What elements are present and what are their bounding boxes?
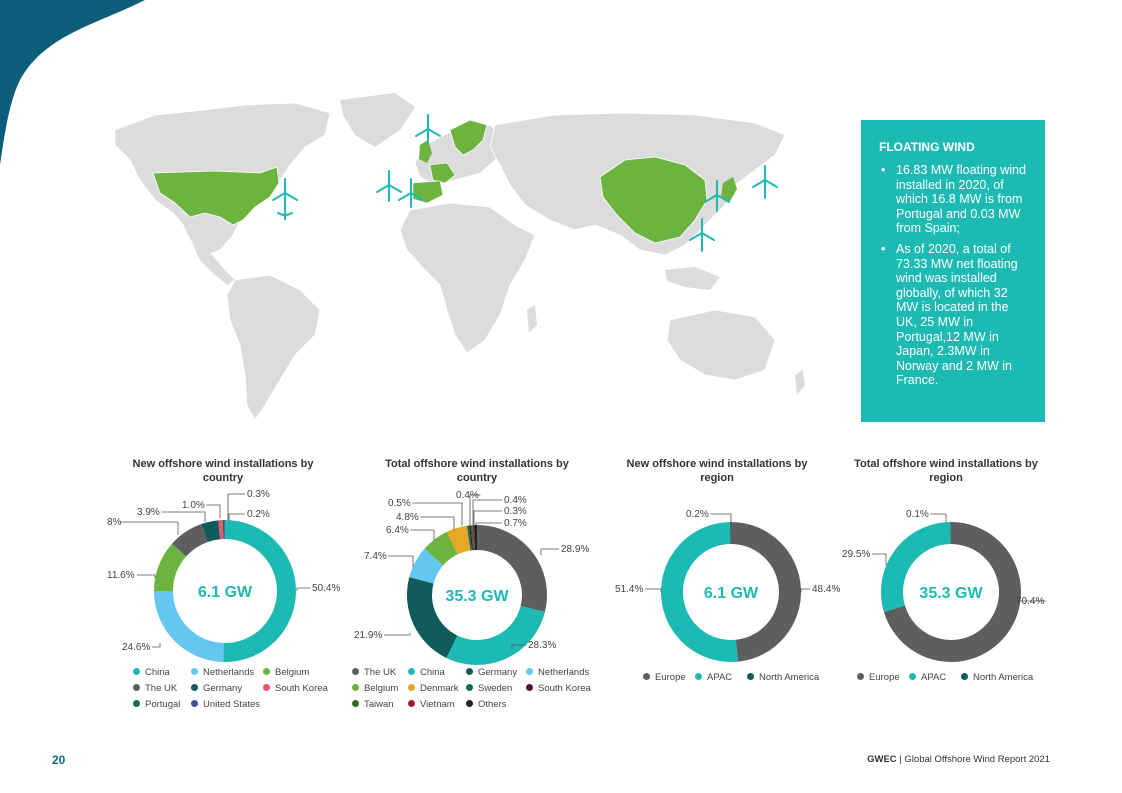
- slice-label: 50.4%: [312, 583, 341, 594]
- legend-item-denmark: [408, 683, 459, 694]
- legend-label: Belgium: [275, 667, 310, 678]
- legend-swatch: [408, 700, 415, 707]
- legend-label: Europe: [869, 672, 900, 683]
- legend-swatch: [909, 673, 916, 680]
- legend-item-germany: [191, 683, 242, 694]
- slice-label: 1.0%: [182, 500, 205, 511]
- chart-title-total-by-region: Total offshore wind installations by region: [854, 458, 1038, 484]
- legend-label: The UK: [145, 683, 178, 694]
- legend-label: Netherlands: [538, 667, 590, 678]
- legend-label: China: [145, 667, 170, 678]
- legend-label: APAC: [707, 672, 733, 683]
- label-leader-line: [161, 512, 205, 522]
- legend-swatch: [695, 673, 702, 680]
- legend-item-netherlands: [191, 667, 254, 678]
- legend-label: South Korea: [275, 683, 328, 694]
- slice-label: 11.6%: [107, 570, 135, 581]
- legend-item-europe: [857, 672, 900, 683]
- legend-new-by-region: [643, 672, 843, 688]
- legend-label: United States: [203, 699, 261, 710]
- legend-label: Sweden: [478, 683, 513, 694]
- legend-total-by-region: [857, 672, 1057, 688]
- donut-slice-netherlands: [154, 591, 224, 662]
- slice-label: 0.2%: [686, 509, 709, 520]
- donut-center-label: 6.1 GW: [703, 585, 759, 602]
- label-leader-line: [645, 589, 661, 592]
- slice-label: 0.4%: [456, 490, 479, 501]
- legend-swatch: [191, 668, 198, 675]
- label-leader-line: [137, 575, 155, 578]
- legend-label: Netherlands: [203, 667, 255, 678]
- legend-item-china: [133, 667, 170, 678]
- slice-label: 48.4%: [812, 584, 841, 595]
- donut-center-label: 35.3 GW: [919, 585, 983, 602]
- legend-item-netherlands: [526, 667, 589, 678]
- slice-label: 6.4%: [386, 525, 409, 536]
- legend-item-germany: [466, 667, 517, 678]
- slice-label: 0.7%: [504, 518, 527, 529]
- slice-label: 0.3%: [247, 489, 270, 500]
- slice-label: 7.4%: [364, 551, 387, 562]
- legend-label: Portugal: [145, 699, 181, 710]
- legend-item-europe: [643, 672, 686, 683]
- slice-label: 0.1%: [906, 509, 929, 520]
- slice-label: 0.3%: [504, 506, 527, 517]
- footer: [867, 754, 1050, 765]
- legend-swatch: [133, 668, 140, 675]
- legend-swatch: [408, 684, 415, 691]
- legend-swatch: [263, 684, 270, 691]
- legend-label: Germany: [203, 683, 243, 694]
- label-leader-line: [473, 500, 502, 525]
- slice-label: 0.4%: [504, 495, 527, 506]
- legend-item-china: [408, 667, 445, 678]
- legend-swatch: [961, 673, 968, 680]
- legend-item-belgium: [352, 683, 398, 694]
- legend-swatch: [526, 668, 533, 675]
- legend-swatch: [526, 684, 533, 691]
- legend-swatch: [352, 684, 359, 691]
- slice-label: 24.6%: [122, 642, 151, 653]
- slice-label: 3.9%: [137, 507, 160, 518]
- legend-label: APAC: [921, 672, 947, 683]
- legend-swatch: [466, 684, 473, 691]
- legend-swatch: [352, 700, 359, 707]
- label-leader-line: [228, 494, 245, 520]
- label-leader-line: [297, 588, 310, 591]
- label-leader-line: [388, 556, 413, 567]
- slice-label: 29.5%: [842, 549, 871, 560]
- label-leader-line: [229, 514, 245, 521]
- legend-new-by-country: [133, 667, 353, 717]
- floating-wind-bullet: • 16.83 MW floating wind installed in 2020, of which 16.8 MW is from Portugal and 0.03 MW from Spain;: [879, 163, 1031, 236]
- label-leader-line: [476, 523, 502, 525]
- legend-total-by-country: [352, 667, 612, 717]
- legend-swatch: [263, 668, 270, 675]
- page-number: 20: [52, 753, 66, 767]
- legend-item-united-states: [191, 699, 260, 710]
- legend-swatch: [352, 668, 359, 675]
- slice-label: 0.2%: [247, 509, 270, 520]
- legend-swatch: [466, 668, 473, 675]
- legend-label: Europe: [655, 672, 686, 683]
- legend-item-the-uk: [133, 683, 177, 694]
- chart-title-new-by-region: New offshore wind installations by region: [626, 458, 808, 484]
- legend-item-south-korea: [526, 683, 591, 694]
- donut-slice-china: [446, 606, 545, 665]
- slice-label: 28.3%: [528, 640, 557, 651]
- slice-label: 51.4%: [615, 584, 644, 595]
- legend-item-belgium: [263, 667, 309, 678]
- legend-label: The UK: [364, 667, 397, 678]
- legend-swatch: [857, 673, 864, 680]
- label-leader-line: [412, 503, 462, 526]
- footer-title: Global Offshore Wind Report 2021: [904, 754, 1050, 765]
- legend-label: North America: [759, 672, 820, 683]
- label-leader-line: [930, 514, 946, 522]
- chart-title-total-by-country: Total offshore wind installations by country: [385, 458, 569, 484]
- label-leader-line: [710, 514, 731, 522]
- legend-item-others: [466, 699, 507, 710]
- slice-label: 28.9%: [561, 544, 590, 555]
- donut-center-label: 35.3 GW: [445, 588, 509, 605]
- label-leader-line: [206, 505, 220, 518]
- legend-item-taiwan: [352, 699, 394, 710]
- label-leader-line: [541, 549, 559, 555]
- legend-item-vietnam: [408, 699, 455, 710]
- legend-label: South Korea: [538, 683, 591, 694]
- legend-item-north-america: [961, 672, 1033, 683]
- footer-brand: GWEC: [867, 754, 897, 765]
- donut-center-label: 6.1 GW: [197, 584, 253, 601]
- label-leader-line: [801, 589, 810, 592]
- legend-item-south-korea: [263, 683, 328, 694]
- legend-item-apac: [909, 672, 946, 683]
- legend-label: China: [420, 667, 445, 678]
- legend-item-apac: [695, 672, 732, 683]
- legend-label: North America: [973, 672, 1034, 683]
- label-leader-line: [872, 554, 886, 565]
- legend-swatch: [408, 668, 415, 675]
- legend-item-north-america: [747, 672, 819, 683]
- legend-swatch: [191, 700, 198, 707]
- legend-item-sweden: [466, 683, 512, 694]
- legend-swatch: [133, 700, 140, 707]
- legend-swatch: [466, 700, 473, 707]
- label-leader-line: [120, 522, 178, 535]
- legend-swatch: [133, 684, 140, 691]
- legend-label: Germany: [478, 667, 518, 678]
- chart-title-new-by-country: New offshore wind installations by country: [132, 458, 314, 484]
- legend-swatch: [747, 673, 754, 680]
- legend-label: Denmark: [420, 683, 459, 694]
- legend-item-portugal: [133, 699, 180, 710]
- floating-wind-bullet: • As of 2020, a total of 73.33 MW net floating wind was installed globally, of which 32 MW is located in the UK, 25 MW in Portugal,12 MW in Japan, 2.3MW in Norway and 2 MW in France.: [879, 242, 1031, 388]
- legend-label: Others: [478, 699, 507, 710]
- slice-label: 0.5%: [388, 498, 411, 509]
- footer-separator: |: [899, 754, 902, 765]
- legend-label: Vietnam: [420, 699, 455, 710]
- slice-label: 70.4%: [1016, 596, 1045, 607]
- slice-label: 21.9%: [354, 630, 383, 641]
- floating-wind-title: FLOATING WIND: [879, 140, 975, 154]
- slice-label: 4.8%: [396, 512, 419, 523]
- legend-swatch: [643, 673, 650, 680]
- label-leader-line: [420, 517, 454, 530]
- legend-label: Belgium: [364, 683, 399, 694]
- label-leader-line: [152, 643, 160, 647]
- legend-swatch: [191, 684, 198, 691]
- label-leader-line: [410, 530, 434, 540]
- label-leader-line: [384, 633, 410, 635]
- legend-label: Taiwan: [364, 699, 394, 710]
- legend-item-the-uk: [352, 667, 396, 678]
- slice-label: 8%: [107, 517, 122, 528]
